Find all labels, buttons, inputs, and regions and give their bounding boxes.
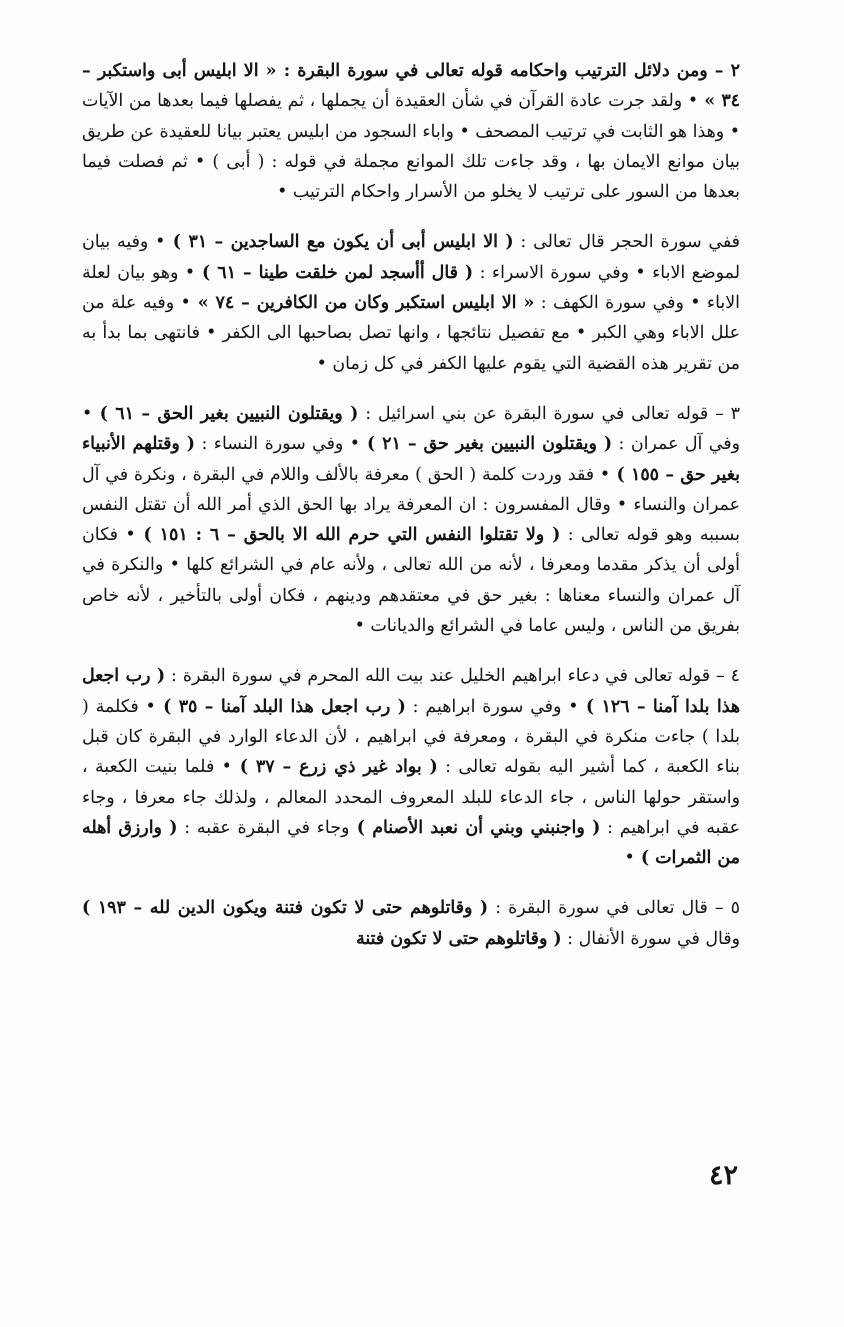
paragraph [82,893,740,954]
commentary-text: • فقد وردت كلمة ( الحق ) معرفة بالألف واللام في البقرة ، ونكرة في آل عمران والنساء • وقال المفسرون : ان المعرفة يراد بها الحق الذي أمر الله أن تقتل النفس بسببه وهو قوله تعالى : [82,464,740,546]
quranic-quote: ( ويقتلون النبيين بغير حق – ٢١ ) [360,434,613,455]
commentary-text: • فلما بنيت الكعبة ، واستقر حولها الناس ، جاء الدعاء للبلد المعروف المحدد المعالم ، ولذلك جاء معرفا ، وجاء عقبه في ابراهيم : [82,757,740,838]
quranic-quote: ( رب اجعل هذا بلدا آمنا – ١٢٦ ) [82,666,740,717]
commentary-text: • ولقد جرت عادة القرآن في شأن العقيدة أن يجملها ، ثم يفصلها فيما بعدها من الآيات • وهذا هو الثابت في ترتيب المصحف • واباء السجود من ابليس يعتبر بيانا للعقيدة عن طريق بيان موانع الايمان بها ، وقد جاءت تلك الموانع مجملة في قوله : ( أبى ) • ثم فصلت فيما بعدها من السور على ترتيب لا يخلو من الأسرار واحكام الترتيب • [82,91,740,203]
commentary-text: • وفيه علة من علل الاباء وهي الكبر • مع تفصيل نتائجها ، وانها تصل بصاحبها الى الكفر • فانتهى بما بدأ به من تقرير هذه القضية التي يقوم عليها الكفر في كل زمان • [82,293,740,374]
commentary-text: • فكان أولى أن يذكر مقدما ومعرفا ، لأنه من الله تعالى ، ولأنه عام في الشرائع كلها • والنكرة في آل عمران والنساء معناها : بغير حق في معتقدهم ودينهم ، فكان أولى بالتأخير ، لأنه خاص بفريق من الناس ، وليس عاما في الشرائع والديانات • [82,525,740,637]
quranic-quote: ( قال أأسجد لمن خلقت طينا – ٦١ ) [195,262,474,283]
commentary-text: وجاء في البقرة عقبه : [177,817,350,838]
commentary-text: • وفي آل عمران : [82,403,740,455]
quranic-quote: ( الا ابليس أبى أن يكون مع الساجدين – ٣١ ) [165,232,514,253]
commentary-text: • وهو بيان لعلة الاباء • وفي سورة الكهف : [82,262,741,314]
quranic-quote: ( وارزق أهله من الثمرات ) [82,817,740,869]
quranic-quote: ( وقاتلوهم حتى لا تكون فتنة ويكون الدين لله – ١٩٣ ) [82,898,489,919]
quranic-quote: ( وقاتلوهم حتى لا تكون فتنة [356,928,562,949]
paragraph [82,56,740,207]
commentary-text: • وفيه بيان لموضع الاباء • وفي سورة الاسراء : [82,232,741,283]
commentary-text: ٣ – قوله تعالى في سورة البقرة عن بني اسرائيل : [358,403,740,424]
quranic-quote: ( واجنبني وبني أن نعبد الأصنام ) [349,817,601,838]
quranic-quote: ( بواد غير ذي زرع – ٣٧ ) [231,757,438,778]
quranic-quote: « الا ابليس أبى واستكبر – ٣٤ » [82,61,741,112]
quranic-quote: ( رب اجعل هذا البلد آمنا – ٣٥ ) [155,696,406,717]
paragraph [82,227,740,378]
commentary-text: ففي سورة الحجر قال تعالى : [513,232,740,253]
commentary-text: • وفي سورة ابراهيم : [405,696,579,717]
quranic-quote: ٢ – ومن دلائل الترتيب واحكامه قوله تعالى في سورة البقرة : [276,61,740,81]
quranic-quote: ( ولا تقتلوا النفس التي حرم الله الا بالحق – ٦ : ١٥١ ) [135,525,561,546]
quranic-quote: « الا ابليس استكبر وكان من الكافرين – ٧٤ » [190,293,535,314]
commentary-text: • وفي سورة النساء : [195,434,360,455]
body-text [82,56,740,954]
paragraph [82,399,740,641]
commentary-text: ٤ – قوله تعالى في دعاء ابراهيم الخليل عند بيت الله المحرم في سورة البقرة : [165,666,741,687]
commentary-text: • [624,848,635,869]
quranic-quote: ( وقتلهم الأنبياء بغير حق – ١٥٥ ) [82,434,740,485]
quranic-quote: ( ويقتلون النبيين بغير الحق – ٦١ ) [92,403,359,424]
commentary-text: • فكلمة ( بلدا ) جاءت منكرة في البقرة ، ومعرفة في ابراهيم ، لأن الدعاء الوارد في البقرة كان قبل بناء الكعبة ، كما أشير اليه بقوله تعالى : [82,696,740,778]
commentary-text: وقال في سورة الأنفال : [561,928,740,949]
page-number: ٤٢ [708,1160,738,1191]
paragraph [82,661,740,873]
commentary-text: ٥ – قال تعالى في سورة البقرة : [488,898,740,919]
